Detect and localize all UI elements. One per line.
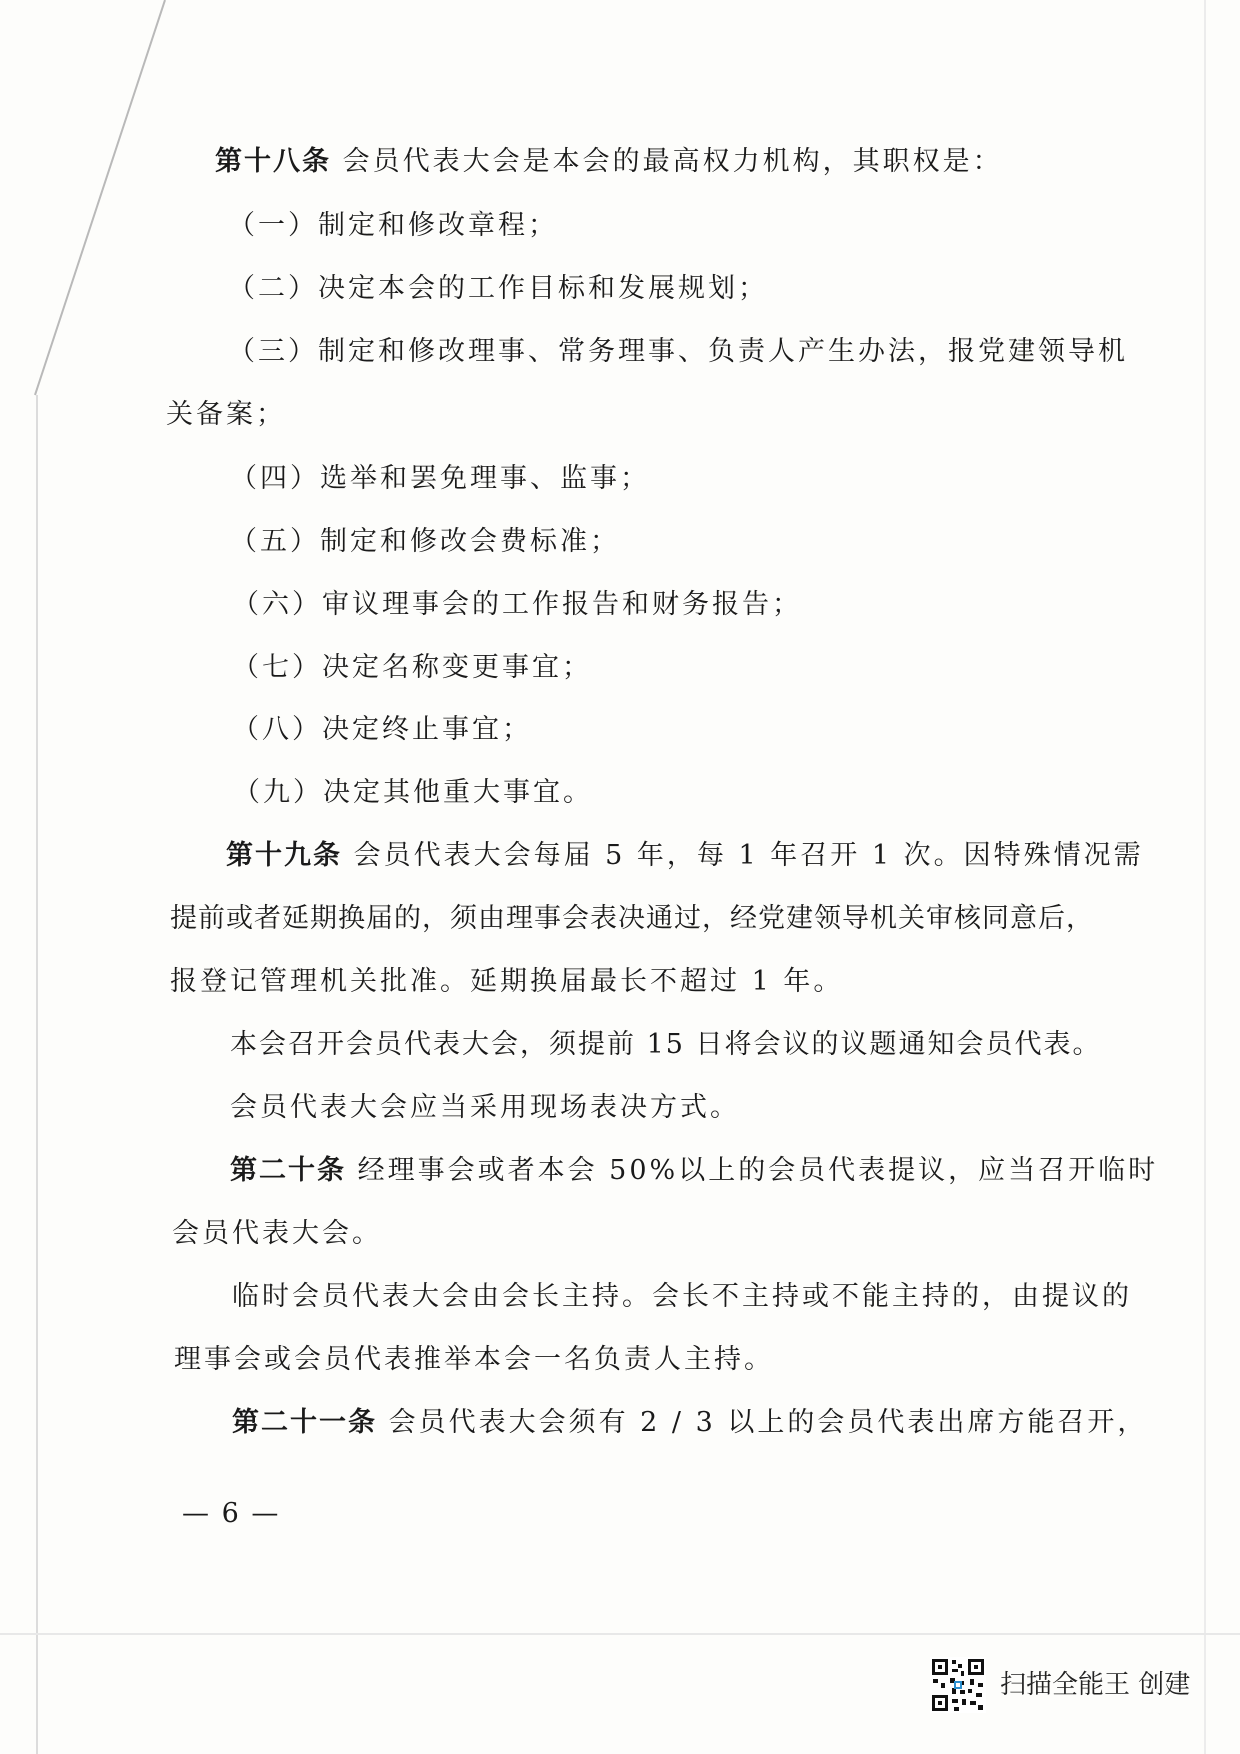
article-18-label: 第十八条: [215, 146, 331, 177]
article-19-paragraph-2: 本会召开会员代表大会，须提前 15 日将会议的议题通知会员代表。: [230, 1029, 1102, 1060]
item-4-line: （四）选举和罢免理事、监事；: [230, 463, 650, 494]
item-8-line: （八）决定终止事宜；: [232, 714, 532, 745]
qr-code-icon: [930, 1657, 986, 1713]
item-5-line: （五）制定和修改会费标准；: [230, 526, 620, 557]
article-20-text: 经理事会或者本会 50%以上的会员代表提议，应当召开临时: [357, 1155, 1159, 1186]
scanner-watermark: [930, 1655, 1230, 1719]
item-9-line: （九）决定其他重大事宜。: [233, 777, 593, 808]
article-20-paragraph-2-continuation: 理事会或会员代表推举本会一名负责人主持。: [174, 1344, 774, 1375]
item-2-line: （二）决定本会的工作目标和发展规划；: [228, 273, 768, 304]
article-19-paragraph-3: 会员代表大会应当采用现场表决方式。: [230, 1092, 740, 1123]
article-19-continuation-2: 报登记管理机关批准。延期换届最长不超过 1 年。: [170, 966, 844, 997]
article-20-heading-line: [230, 1154, 1158, 1188]
item-3-line: （三）制定和修改理事、常务理事、负责人产生办法，报党建领导机: [228, 336, 1128, 367]
article-19-text: 会员代表大会每届 5 年，每 1 年召开 1 次。因特殊情况需: [353, 840, 1144, 871]
article-21-heading-line: [232, 1406, 1147, 1440]
article-20-paragraph-2: 临时会员代表大会由会长主持。会长不主持或不能主持的，由提议的: [232, 1281, 1132, 1312]
article-20-label: 第二十条: [230, 1155, 346, 1186]
article-19-label: 第十九条: [226, 840, 342, 871]
article-18-heading-line: [215, 145, 1003, 179]
article-21-text: 会员代表大会须有 2 / 3 以上的会员代表出席方能召开，: [388, 1407, 1148, 1438]
item-1-line: （一）制定和修改章程；: [228, 210, 558, 241]
article-19-continuation-1: 提前或者延期换届的，须由理事会表决通过，经党建领导机关审核同意后，: [170, 903, 1094, 934]
page-number: — 6 —: [182, 1498, 281, 1529]
item-7-line: （七）决定名称变更事宜；: [232, 652, 592, 683]
article-21-label: 第二十一条: [232, 1407, 377, 1438]
article-19-heading-line: [226, 839, 1144, 873]
item-3-continuation: 关备案；: [166, 399, 286, 430]
article-20-continuation: 会员代表大会。: [172, 1218, 382, 1249]
article-18-text: 会员代表大会是本会的最高权力机构，其职权是：: [342, 146, 1003, 177]
watermark-text: 扫描全能王 创建: [1000, 1670, 1191, 1700]
item-6-line: （六）审议理事会的工作报告和财务报告；: [232, 589, 802, 620]
